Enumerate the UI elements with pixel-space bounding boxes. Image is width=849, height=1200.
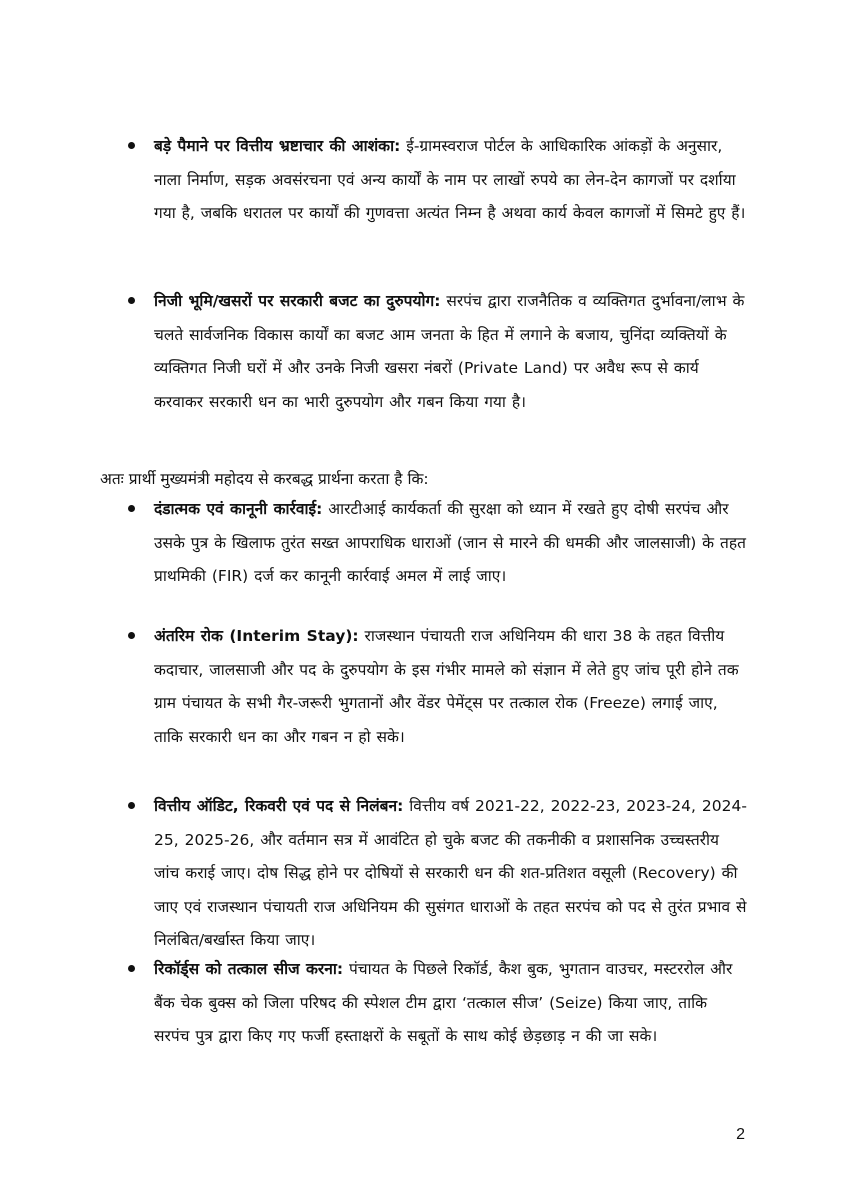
page-number: 2 xyxy=(736,1126,745,1143)
bullet-dot xyxy=(128,802,135,809)
bullet-dot xyxy=(128,965,135,972)
bullet-heading: दंडात्मक एवं कानूनी कार्रवाई: xyxy=(154,500,323,518)
bullet-body: आरटीआई कार्यकर्ता की सुरक्षा को ध्यान में रखते हुए दोषी सरपंच और उसके पुत्र के खिलाफ तुरंत सख्त आपराधिक धाराओं (जान से मारने की धमकी और जालसाजी) के तहत प्राथमिकी (FIR) दर्ज कर कानूनी कार्रवाई अमल में लाई जाए। xyxy=(154,500,746,585)
bullet-text xyxy=(154,953,748,1054)
bullet-text xyxy=(154,620,748,754)
prayer-intro: अतः प्रार्थी मुख्यमंत्री महोदय से करबद्ध प्रार्थना करता है कि: xyxy=(100,470,429,488)
bullet-heading: बड़े पैमाने पर वित्तीय भ्रष्टाचार की आशंका: xyxy=(154,137,401,155)
bullet-text xyxy=(154,493,748,594)
bullet-body: ई-ग्रामस्वराज पोर्टल के आधिकारिक आंकड़ों के अनुसार, नाला निर्माण, सड़क अवसंरचना एवं अन्य कार्यों के नाम पर लाखों रुपये का लेन-देन कागजों पर दर्शाया गया है, जबकि धरातल पर कार्यों की गुणवत्ता अत्यंत निम्न है अथवा कार्य केवल कागजों में सिमटे हुए हैं। xyxy=(154,137,746,222)
bullet-dot xyxy=(128,632,135,639)
bullet-text xyxy=(154,285,748,419)
bullet-body: राजस्थान पंचायती राज अधिनियम की धारा 38 के तहत वित्तीय कदाचार, जालसाजी और पद के दुरुपयोग के इस गंभीर मामले को संज्ञान में लेते हुए जांच पूरी होने तक ग्राम पंचायत के सभी गैर-जरूरी भुगतानों और वेंडर पेमेंट्स पर तत्काल रोक (Freeze) लगाई जाए, ताकि सरकारी धन का और गबन न हो सके। xyxy=(154,627,739,746)
bullet-body: पंचायत के पिछले रिकॉर्ड, कैश बुक, भुगतान वाउचर, मस्टररोल और बैंक चेक बुक्स को जिला परिषद की स्पेशल टीम द्वारा ‘तत्काल सीज’ (Seize) किया जाए, ताकि सरपंच पुत्र द्वारा किए गए फर्जी हस्ताक्षरों के सबूतों के साथ कोई छेड़छाड़ न की जा सके। xyxy=(154,960,733,1045)
bullet-heading: निजी भूमि/खसरों पर सरकारी बजट का दुरुपयोग: xyxy=(154,292,441,310)
bullet-dot xyxy=(128,142,135,149)
bullet-text xyxy=(154,130,748,231)
bullet-dot xyxy=(128,505,135,512)
bullet-text xyxy=(154,790,748,958)
bullet-dot xyxy=(128,297,135,304)
bullet-heading: वित्तीय ऑडिट, रिकवरी एवं पद से निलंबन: xyxy=(154,797,404,815)
bullet-body: सरपंच द्वारा राजनैतिक व व्यक्तिगत दुर्भावना/लाभ के चलते सार्वजनिक विकास कार्यों का बजट आम जनता के हित में लगाने के बजाय, चुनिंदा व्यक्तियों के व्यक्तिगत निजी घरों में और उनके निजी खसरा नंबरों (Private Land) पर अवैध रूप से कार्य करवाकर सरकारी धन का भारी दुरुपयोग और गबन किया गया है। xyxy=(154,292,745,411)
bullet-heading: अंतरिम रोक (Interim Stay): xyxy=(154,627,359,645)
bullet-heading: रिकॉर्ड्स को तत्काल सीज करना: xyxy=(154,960,344,978)
bullet-body: वित्तीय वर्ष 2021-22, 2022-23, 2023-24, 2024-25, 2025-26, और वर्तमान सत्र में आवंटित हो चुके बजट की तकनीकी व प्रशासनिक उच्चस्तरीय जांच कराई जाए। दोष सिद्ध होने पर दोषियों से सरकारी धन की शत-प्रतिशत वसूली (Recovery) की जाए एवं राजस्थान पंचायती राज अधिनियम की सुसंगत धाराओं के तहत सरपंच को पद से तुरंत प्रभाव से निलंबित/बर्खास्त किया जाए। xyxy=(154,797,747,949)
